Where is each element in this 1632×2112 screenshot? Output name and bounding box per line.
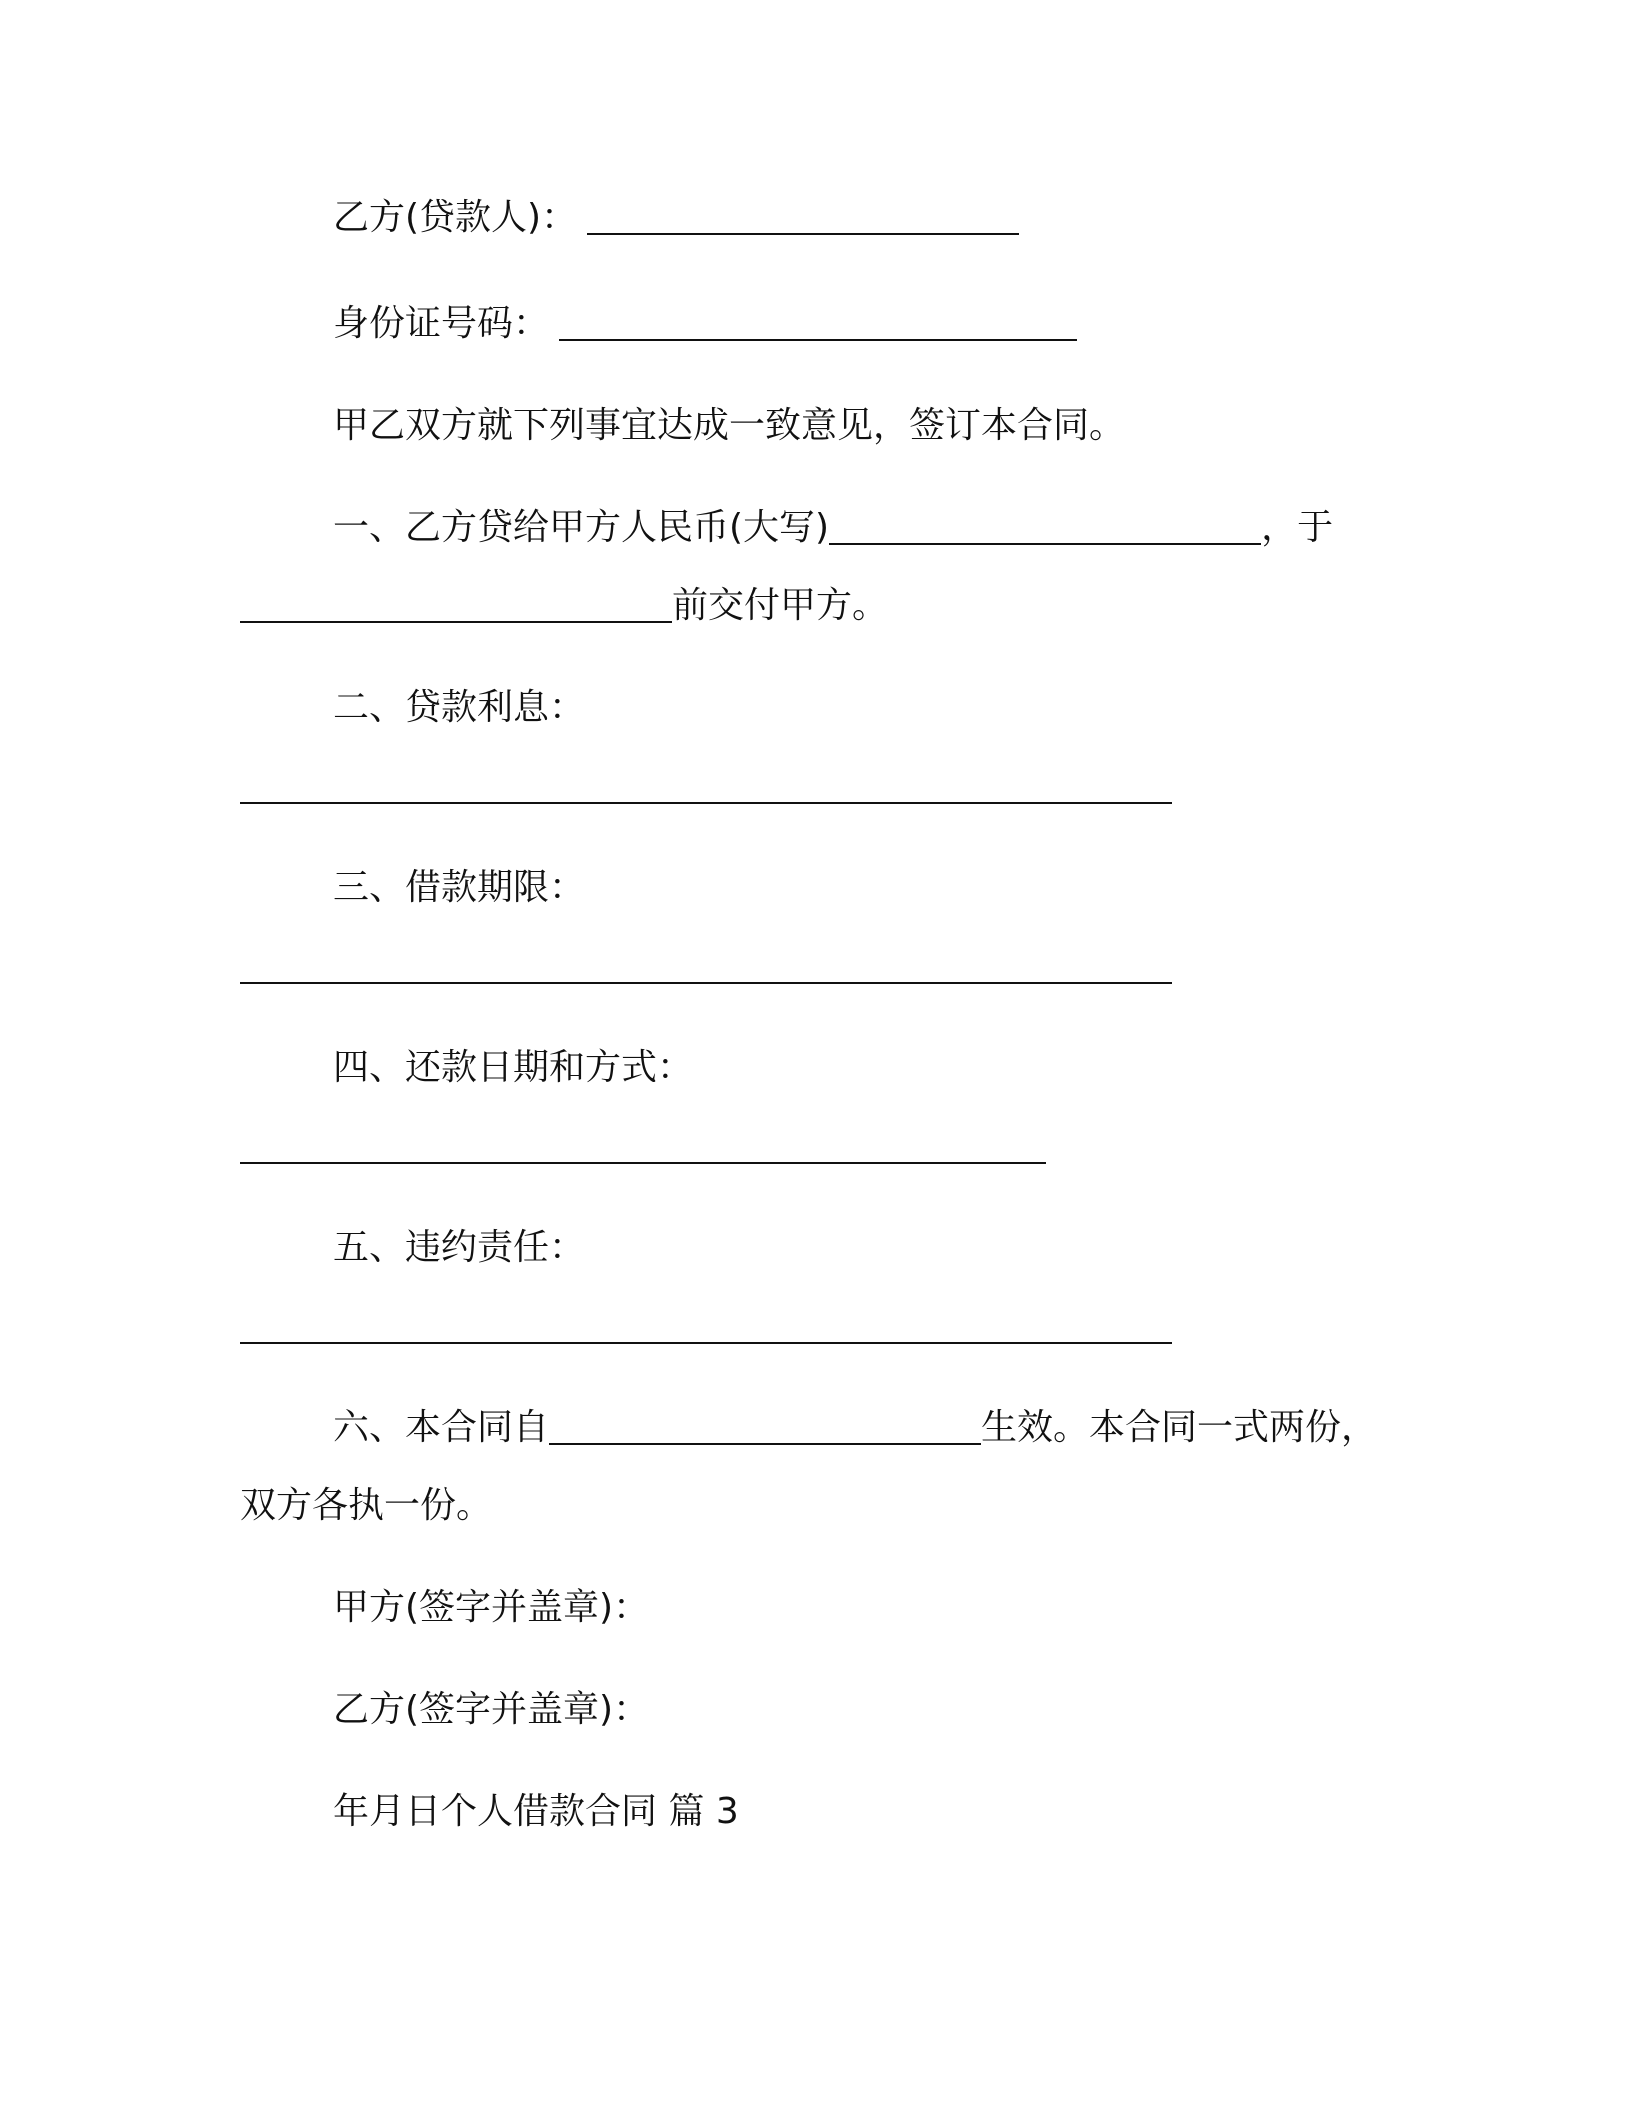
clause-1-connector: ，于 (1261, 507, 1334, 548)
clause-6-text: 六、本合同自 (333, 1407, 550, 1448)
party-b-signature-label: 乙方(签字并盖章)： (333, 1689, 650, 1730)
clause-1-tail: 前交付甲方。 (672, 585, 889, 626)
party-b-blank[interactable] (587, 203, 1019, 235)
agreement-intro: 甲乙双方就下列事宜达成一致意见，签订本合同。 (333, 405, 1126, 446)
delivery-date-blank[interactable] (240, 591, 672, 623)
clause-1-line-2 (240, 584, 888, 628)
clause-4-heading: 四、还款日期和方式： (333, 1047, 694, 1088)
party-a-signature-label: 甲方(签字并盖章)： (333, 1587, 650, 1628)
term-blank[interactable] (240, 982, 1172, 984)
clause-5-heading: 五、违约责任： (333, 1227, 586, 1268)
id-number-label: 身份证号码： (333, 303, 550, 344)
effective-date-blank[interactable] (549, 1413, 981, 1445)
clause-3-heading: 三、借款期限： (333, 867, 586, 908)
clause-6-line-2: 双方各执一份。 (240, 1485, 493, 1526)
clause-1-line-1 (333, 506, 1333, 550)
id-number-line (333, 302, 1077, 346)
clause-1-text: 一、乙方贷给甲方人民币(大写) (333, 507, 830, 548)
interest-blank[interactable] (240, 802, 1172, 804)
party-b-label: 乙方(贷款人)： (333, 197, 578, 238)
party-b-line (333, 196, 1019, 240)
repayment-blank[interactable] (240, 1162, 1046, 1164)
next-contract-title: 年月日个人借款合同 篇 3 (333, 1791, 739, 1832)
clause-6-effect: 生效。本合同一式两份， (981, 1407, 1378, 1448)
amount-blank[interactable] (829, 513, 1261, 545)
id-number-blank[interactable] (559, 309, 1077, 341)
liability-blank[interactable] (240, 1342, 1172, 1344)
clause-6-line-1 (333, 1406, 1377, 1450)
clause-2-heading: 二、贷款利息： (333, 687, 586, 728)
